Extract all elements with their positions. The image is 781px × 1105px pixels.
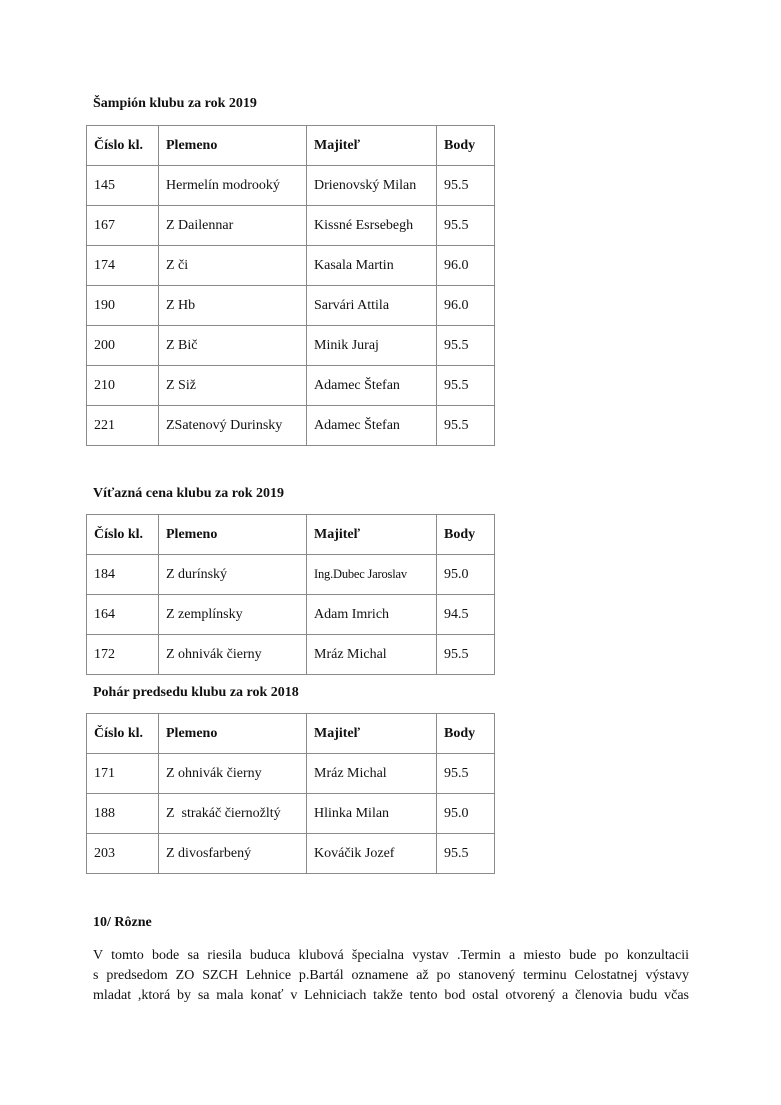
cell-breed: Z či	[159, 246, 307, 286]
cell-owner: Mráz Michal	[307, 635, 437, 675]
cell-number: 174	[87, 246, 159, 286]
header-cell: Plemeno	[159, 515, 307, 555]
chairman-cup-table	[86, 713, 495, 874]
cell-number: 188	[87, 794, 159, 834]
victory-prize-table	[86, 514, 495, 675]
table-header-row	[87, 714, 495, 754]
cell-breed: Z ohnivák čierny	[159, 635, 307, 675]
cell-points: 95.0	[437, 555, 495, 595]
cell-number: 203	[87, 834, 159, 874]
cell-breed: Z Bič	[159, 326, 307, 366]
table-row	[87, 286, 495, 326]
table-row	[87, 834, 495, 874]
cell-owner: Drienovský Milan	[307, 166, 437, 206]
paragraph-line: V tomto bode sa riesila buduca klubová špecialna vystav .Termin a miesto bude po konzultacii	[93, 948, 689, 963]
cell-owner: Mráz Michal	[307, 754, 437, 794]
table-header-row	[87, 515, 495, 555]
cell-owner: Minik Juraj	[307, 326, 437, 366]
table-row	[87, 754, 495, 794]
header-cell: Majiteľ	[307, 126, 437, 166]
cell-points: 95.5	[437, 635, 495, 675]
cell-number: 145	[87, 166, 159, 206]
table-row	[87, 635, 495, 675]
cell-breed: Z durínský	[159, 555, 307, 595]
header-cell: Číslo kl.	[87, 714, 159, 754]
cell-breed: Z Hb	[159, 286, 307, 326]
cell-owner: Ing.Dubec Jaroslav	[307, 555, 437, 595]
cell-number: 164	[87, 595, 159, 635]
cell-points: 95.5	[437, 834, 495, 874]
table-row	[87, 366, 495, 406]
header-cell: Číslo kl.	[87, 515, 159, 555]
cell-owner: Kasala Martin	[307, 246, 437, 286]
section-title-chairman-cup: Pohár predsedu klubu za rok 2018	[93, 685, 299, 700]
cell-number: 221	[87, 406, 159, 446]
cell-points: 95.5	[437, 326, 495, 366]
cell-number: 200	[87, 326, 159, 366]
cell-breed: Z divosfarbený	[159, 834, 307, 874]
table-row	[87, 206, 495, 246]
header-cell: Majiteľ	[307, 714, 437, 754]
header-cell: Plemeno	[159, 126, 307, 166]
cell-owner: Sarvári Attila	[307, 286, 437, 326]
section-title-victory-prize: Víťazná cena klubu za rok 2019	[93, 486, 285, 501]
cell-breed: Z ohnivák čierny	[159, 754, 307, 794]
section-title-champion: Šampión klubu za rok 2019	[93, 96, 257, 111]
cell-breed: Hermelín modrooký	[159, 166, 307, 206]
header-cell: Body	[437, 515, 495, 555]
header-cell: Body	[437, 714, 495, 754]
table-row	[87, 246, 495, 286]
header-cell: Body	[437, 126, 495, 166]
cell-breed: Z Dailennar	[159, 206, 307, 246]
cell-points: 94.5	[437, 595, 495, 635]
header-cell: Plemeno	[159, 714, 307, 754]
cell-breed: Z strakáč čiernožltý	[159, 794, 307, 834]
cell-points: 96.0	[437, 246, 495, 286]
cell-number: 190	[87, 286, 159, 326]
table-row	[87, 326, 495, 366]
table-row	[87, 595, 495, 635]
cell-owner: Adam Imrich	[307, 595, 437, 635]
cell-number: 210	[87, 366, 159, 406]
table-row	[87, 555, 495, 595]
table-header-row	[87, 126, 495, 166]
cell-points: 95.5	[437, 366, 495, 406]
cell-owner: Kováčik Jozef	[307, 834, 437, 874]
cell-breed: ZSatenový Durinsky	[159, 406, 307, 446]
header-cell: Majiteľ	[307, 515, 437, 555]
cell-points: 95.5	[437, 406, 495, 446]
table-row	[87, 794, 495, 834]
paragraph-line: mladat ,ktorá by sa mala konať v Lehniciach takže tento bod ostal otvorený a členovia budu včas	[93, 988, 689, 1003]
cell-points: 95.0	[437, 794, 495, 834]
cell-owner: Adamec Štefan	[307, 406, 437, 446]
cell-owner: Adamec Štefan	[307, 366, 437, 406]
paragraph-line: s predsedom ZO SZCH Lehnice p.Bartál oznamene až po stanovený terminu Celostatnej výstavy	[93, 968, 689, 983]
item-10-paragraph	[93, 946, 689, 1006]
table-row	[87, 166, 495, 206]
cell-breed: Z Siž	[159, 366, 307, 406]
cell-owner: Kissné Esrsebegh	[307, 206, 437, 246]
cell-points: 95.5	[437, 206, 495, 246]
cell-number: 172	[87, 635, 159, 675]
table-row	[87, 406, 495, 446]
cell-points: 95.5	[437, 754, 495, 794]
cell-number: 184	[87, 555, 159, 595]
cell-breed: Z zemplínsky	[159, 595, 307, 635]
cell-owner: Hlinka Milan	[307, 794, 437, 834]
champion-table	[86, 125, 495, 446]
cell-points: 96.0	[437, 286, 495, 326]
item-10-title: 10/ Rôzne	[93, 915, 152, 930]
cell-points: 95.5	[437, 166, 495, 206]
cell-number: 171	[87, 754, 159, 794]
cell-number: 167	[87, 206, 159, 246]
header-cell: Číslo kl.	[87, 126, 159, 166]
